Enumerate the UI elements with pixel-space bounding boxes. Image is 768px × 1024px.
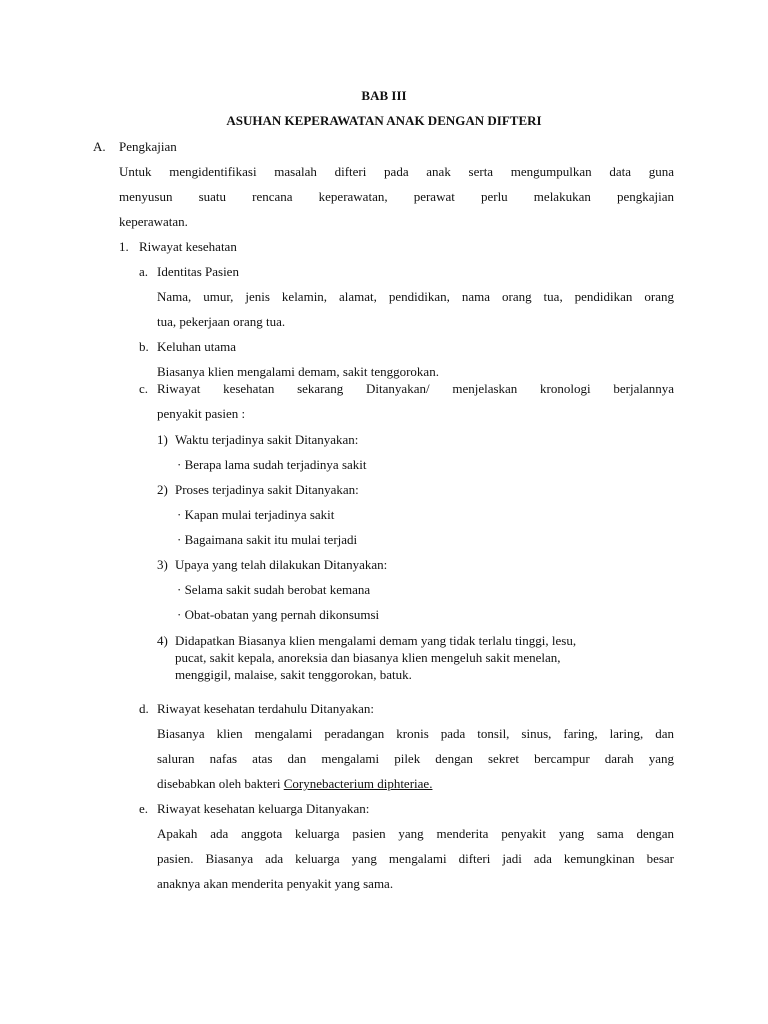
- item-1-label: Riwayat kesehatan: [139, 239, 237, 254]
- point-4-line-2: pucat, sakit kepala, anoreksia dan biasanya klien mengeluh sakit menelan,: [175, 650, 561, 665]
- sub-d-line-1: Biasanya klien mengalami peradangan kronis pada tonsil, sinus, faring, laring, dan: [157, 726, 674, 741]
- point-2-marker: 2): [157, 482, 168, 497]
- sub-a-line-2: tua, pekerjaan orang tua.: [157, 314, 286, 329]
- sub-d-line-3: [157, 776, 432, 792]
- sub-a-marker: a.: [139, 264, 149, 279]
- point-1-marker: 1): [157, 432, 168, 447]
- point-3-bullet-1: · Selama sakit sudah berobat kemana: [177, 582, 371, 597]
- sub-e-label: Riwayat kesehatan keluarga Ditanyakan:: [157, 801, 370, 816]
- point-1-label: Waktu terjadinya sakit Ditanyakan:: [175, 432, 359, 447]
- sub-c-line-1: Riwayat kesehatan sekarang Ditanyakan/ menjelaskan kronologi berjalannya: [157, 381, 674, 396]
- point-3-marker: 3): [157, 557, 168, 572]
- sub-c-line-2: penyakit pasien :: [157, 406, 246, 421]
- point-4-line-3: menggigil, malaise, sakit tenggorokan, batuk.: [175, 667, 412, 682]
- point-3-bullet-2: · Obat-obatan yang pernah dikonsumsi: [177, 607, 380, 622]
- sub-c-marker: c.: [139, 381, 149, 396]
- point-1-bullet-1: · Berapa lama sudah terjadinya sakit: [177, 457, 367, 472]
- sub-d-line-2: saluran nafas atas dan mengalami pilek dengan sekret bercampur darah yang: [157, 751, 674, 766]
- sub-a-label: Identitas Pasien: [157, 264, 239, 279]
- chapter-title: ASUHAN KEPERAWATAN ANAK DENGAN DIFTERI: [226, 113, 542, 128]
- intro-line-2: menyusun suatu rencana keperawatan, perawat perlu melakukan pengkajian: [119, 189, 674, 204]
- sub-d-label: Riwayat kesehatan terdahulu Ditanyakan:: [157, 701, 374, 716]
- sub-d-marker: d.: [139, 701, 149, 716]
- sub-e-line-1: Apakah ada anggota keluarga pasien yang menderita penyakit yang sama dengan: [157, 826, 674, 841]
- intro-line-3: keperawatan.: [119, 214, 188, 229]
- sub-b-marker: b.: [139, 339, 149, 354]
- point-3-label: Upaya yang telah dilakukan Ditanyakan:: [175, 557, 388, 572]
- sub-b-line-1: Biasanya klien mengalami demam, sakit tenggorokan.: [157, 364, 439, 379]
- sub-d-line-3-prefix: disebabkan oleh bakteri: [157, 776, 284, 791]
- bacteria-name: Corynebacterium diphteriae.: [283, 776, 433, 791]
- sub-e-line-2: pasien. Biasanya ada keluarga yang mengalami difteri jadi ada kemungkinan besar: [157, 851, 674, 866]
- item-1-marker: 1.: [119, 239, 129, 254]
- point-2-label: Proses terjadinya sakit Ditanyakan:: [175, 482, 359, 497]
- section-a-label: Pengkajian: [119, 139, 177, 154]
- point-2-bullet-2: · Bagaimana sakit itu mulai terjadi: [177, 532, 358, 547]
- point-4-line-1: Didapatkan Biasanya klien mengalami demam yang tidak terlalu tinggi, lesu,: [175, 633, 577, 648]
- point-2-bullet-1: · Kapan mulai terjadinya sakit: [177, 507, 335, 522]
- chapter-heading: BAB III: [361, 88, 407, 103]
- sub-b-label: Keluhan utama: [157, 339, 237, 354]
- sub-a-line-1: Nama, umur, jenis kelamin, alamat, pendidikan, nama orang tua, pendidikan orang: [157, 289, 674, 304]
- point-4-marker: 4): [157, 633, 168, 648]
- section-a-marker: A.: [93, 139, 106, 154]
- intro-line-1: Untuk mengidentifikasi masalah difteri pada anak serta mengumpulkan data guna: [119, 164, 674, 179]
- sub-e-line-3: anaknya akan menderita penyakit yang sama.: [157, 876, 394, 891]
- sub-e-marker: e.: [139, 801, 149, 816]
